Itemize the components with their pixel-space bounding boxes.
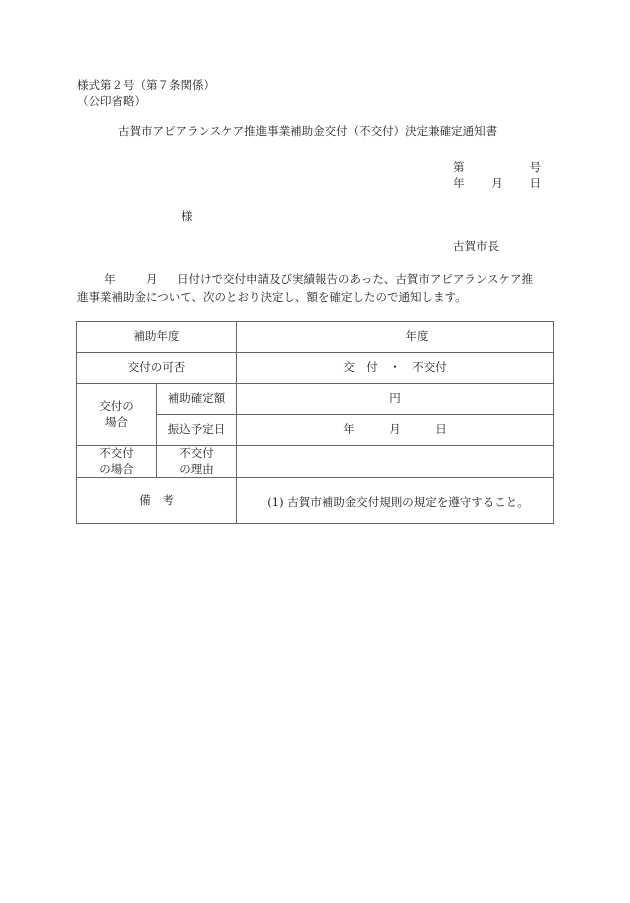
fiscal-year-label: 補助年度 bbox=[77, 322, 237, 353]
table-row-approval bbox=[77, 353, 554, 384]
document-title: 古賀市アピアランスケア推進事業補助金交付（不交付）決定兼確定通知書 bbox=[118, 124, 498, 138]
if-granted-label-line-1: 交付の bbox=[99, 398, 134, 413]
date-year: 年 bbox=[453, 176, 465, 190]
transfer-date-value: 年 月 日 bbox=[237, 415, 554, 446]
table-row-fiscal-year bbox=[77, 322, 554, 353]
transfer-date-label: 振込予定日 bbox=[157, 415, 237, 446]
table-row-amount bbox=[77, 384, 554, 415]
body-year: 年 bbox=[104, 272, 116, 286]
number-suffix: 号 bbox=[529, 160, 541, 174]
approval-label: 交付の可否 bbox=[77, 353, 237, 384]
remarks-text: (1) 古賀市補助金交付規則の規定を遵守すること。 bbox=[237, 478, 554, 524]
if-denied-label-line-1: 不交付 bbox=[99, 446, 134, 460]
denial-reason-label-line-1: 不交付 bbox=[179, 446, 214, 460]
issuer: 古賀市長 bbox=[453, 239, 499, 253]
remarks-label: 備 考 bbox=[77, 478, 237, 524]
addressee-suffix: 様 bbox=[181, 209, 193, 223]
amount-label: 補助確定額 bbox=[157, 384, 237, 415]
decision-table bbox=[76, 321, 554, 524]
document-date-line bbox=[453, 178, 541, 190]
if-denied-label-line-2: の場合 bbox=[99, 461, 134, 476]
document-number-line bbox=[453, 162, 541, 174]
form-number: 様式第２号（第７条関係） bbox=[77, 78, 215, 92]
if-granted-label bbox=[77, 384, 157, 446]
fiscal-year-value: 年度 bbox=[237, 322, 554, 353]
approval-options: 交 付 ・ 不交付 bbox=[237, 353, 554, 384]
table-row-denial bbox=[77, 446, 554, 478]
amount-unit: 円 bbox=[237, 384, 554, 415]
if-denied-label bbox=[77, 446, 157, 478]
seal-omitted-note: （公印省略） bbox=[77, 94, 146, 108]
if-granted-label-line-2: 場合 bbox=[105, 414, 128, 429]
body-line-1-text: 日付けで交付申請及び実績報告のあった、古賀市アピアランスケア推 bbox=[177, 272, 534, 286]
body-line-1 bbox=[104, 274, 533, 286]
date-month: 月 bbox=[491, 176, 503, 190]
denial-reason-label-line-2: の理由 bbox=[179, 461, 214, 476]
denial-reason-value bbox=[237, 446, 554, 478]
body-line-2: 進事業補助金について、次のとおり決定し、額を確定したので通知します。 bbox=[77, 290, 467, 304]
denial-reason-label bbox=[157, 446, 237, 478]
date-day: 日 bbox=[529, 176, 541, 190]
table-row-remarks bbox=[77, 478, 554, 524]
body-month: 月 bbox=[146, 272, 158, 286]
number-prefix: 第 bbox=[453, 160, 465, 174]
